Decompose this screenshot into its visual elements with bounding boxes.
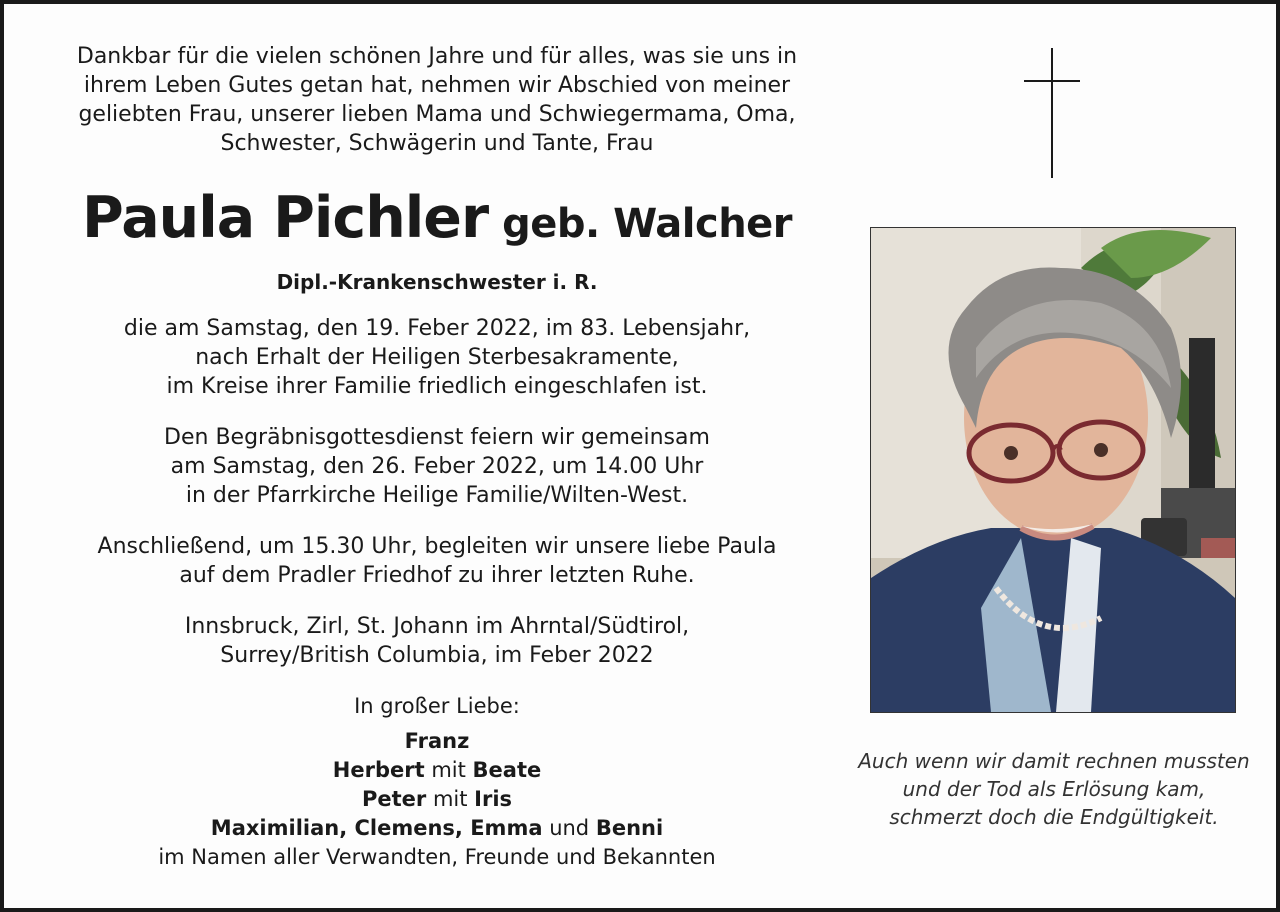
family-row bbox=[44, 814, 830, 843]
deceased-name: Paula Pichler bbox=[81, 185, 489, 251]
family-row bbox=[44, 727, 830, 756]
quote-line: Auch wenn wir damit rechnen mussten bbox=[858, 749, 1250, 773]
quote-line: und der Tod als Erlösung kam, bbox=[902, 777, 1206, 801]
family-member: Iris bbox=[474, 787, 513, 811]
deceased-name-line bbox=[44, 186, 830, 264]
places-line: Surrey/British Columbia, im Feber 2022 bbox=[220, 643, 654, 668]
funeral-line: am Samstag, den 26. Feber 2022, um 14.00 Uhr bbox=[170, 454, 704, 479]
cross-icon bbox=[1024, 48, 1080, 178]
intro-line: ihrem Leben Gutes getan hat, nehmen wir Abschied von meiner bbox=[83, 73, 791, 98]
family-member: Benni bbox=[595, 816, 664, 840]
family-member: Franz bbox=[404, 729, 470, 753]
family-list bbox=[44, 727, 830, 872]
family-member: Maximilian, Clemens, Emma bbox=[210, 816, 543, 840]
portrait-illustration bbox=[871, 228, 1235, 712]
portrait-photo bbox=[870, 227, 1236, 713]
family-row bbox=[44, 785, 830, 814]
death-notice-line: nach Erhalt der Heiligen Sterbesakramente, bbox=[195, 345, 679, 370]
intro-line: Schwester, Schwägerin und Tante, Frau bbox=[220, 131, 654, 156]
burial-details bbox=[44, 532, 830, 590]
family-connector: mit bbox=[431, 758, 466, 782]
closing-quote bbox=[834, 747, 1274, 831]
cross-horizontal-bar bbox=[1024, 80, 1080, 82]
funeral-line: Den Begräbnisgottesdienst feiern wir gemeinsam bbox=[164, 425, 710, 450]
family-member: Herbert bbox=[332, 758, 425, 782]
intro-text bbox=[44, 42, 830, 158]
family-closing: im Namen aller Verwandten, Freunde und Bekannten bbox=[158, 845, 716, 869]
burial-line: Anschließend, um 15.30 Uhr, begleiten wir unsere liebe Paula bbox=[97, 534, 777, 559]
family-connector: und bbox=[549, 816, 590, 840]
signoff: In großer Liebe: bbox=[354, 694, 520, 718]
family-member: Peter bbox=[361, 787, 427, 811]
places-date bbox=[44, 612, 830, 670]
birth-name: geb. Walcher bbox=[502, 201, 793, 247]
family-row bbox=[44, 756, 830, 785]
cross-vertical-bar bbox=[1051, 48, 1053, 178]
obituary-text bbox=[44, 42, 830, 872]
quote-line: schmerzt doch die Endgültigkeit. bbox=[889, 805, 1219, 829]
profession: Dipl.-Krankenschwester i. R. bbox=[276, 270, 598, 294]
intro-line: Dankbar für die vielen schönen Jahre und für alles, was sie uns in bbox=[76, 44, 798, 69]
family-connector: mit bbox=[432, 787, 468, 811]
family-member: Beate bbox=[472, 758, 542, 782]
death-notice-line: im Kreise ihrer Familie friedlich eingeschlafen ist. bbox=[166, 374, 708, 399]
places-line: Innsbruck, Zirl, St. Johann im Ahrntal/Südtirol, bbox=[184, 614, 690, 639]
death-notice-line: die am Samstag, den 19. Feber 2022, im 83. Lebensjahr, bbox=[123, 316, 751, 341]
funeral-details bbox=[44, 423, 830, 510]
intro-line: geliebten Frau, unserer lieben Mama und Schwiegermama, Oma, bbox=[78, 102, 796, 127]
funeral-line: in der Pfarrkirche Heilige Familie/Wilten-West. bbox=[185, 483, 689, 508]
death-notice bbox=[44, 314, 830, 401]
burial-line: auf dem Pradler Friedhof zu ihrer letzten Ruhe. bbox=[179, 563, 695, 588]
